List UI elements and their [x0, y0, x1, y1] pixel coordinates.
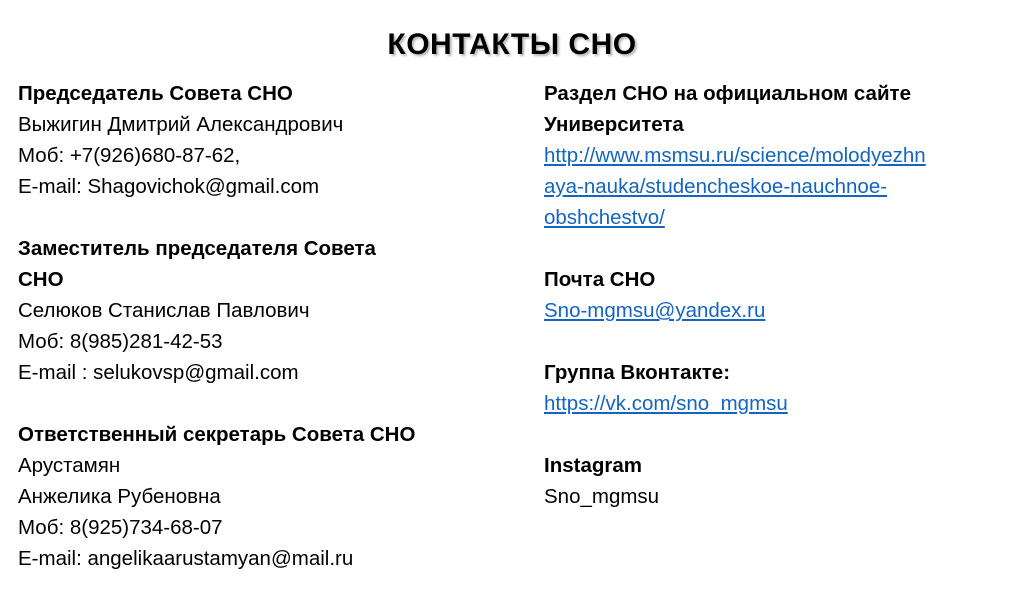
deputy-phone: Моб: 8(985)281-42-53 — [18, 330, 223, 353]
vk-heading: Группа Вконтакте: — [544, 361, 731, 384]
site-heading-line1: Раздел СНО на официальном сайте — [544, 82, 911, 105]
site-url-link-line2[interactable]: aya-nauka/studencheskoe-nauchnoe- — [544, 175, 888, 198]
deputy-name: Селюков Станислав Павлович — [18, 299, 310, 322]
deputy-role-line1: Заместитель председателя Совета — [18, 237, 376, 260]
chairman-role: Председатель Совета СНО — [18, 82, 293, 105]
site-heading-line2: Университета — [544, 113, 684, 136]
deputy-email: E-mail : selukovsp@gmail.com — [18, 361, 299, 384]
deputy-role-line2: СНО — [18, 268, 64, 291]
site-url-link-line3[interactable]: obshchestvo/ — [544, 206, 665, 229]
mail-address-link[interactable]: Sno-mgmsu@yandex.ru — [544, 299, 766, 322]
chairman-email: E-mail: Shagovichok@gmail.com — [18, 175, 320, 198]
secretary-contact — [18, 419, 488, 574]
vk-url-link[interactable]: https://vk.com/sno_mgmsu — [544, 392, 788, 415]
secretary-role: Ответственный секретарь Совета СНО — [18, 423, 416, 446]
chairman-name: Выжигин Дмитрий Александрович — [18, 113, 344, 136]
page-title: КОНТАКТЫ СНО — [387, 28, 637, 61]
mail-section — [544, 264, 1014, 326]
mail-heading: Почта СНО — [544, 268, 656, 291]
instagram-section — [544, 450, 1014, 512]
chairman-phone: Моб: +7(926)680-87-62, — [18, 144, 241, 167]
secretary-name-line1: Арустамян — [18, 454, 121, 477]
secretary-name-line2: Анжелика Рубеновна — [18, 485, 221, 508]
site-url-link-line1[interactable]: http://www.msmsu.ru/science/molodyezhn — [544, 144, 926, 167]
chairman-contact — [18, 78, 488, 202]
vk-section — [544, 357, 1014, 419]
deputy-contact — [18, 233, 488, 388]
secretary-phone: Моб: 8(925)734-68-07 — [18, 516, 223, 539]
contacts-right-column — [544, 78, 1014, 543]
contacts-left-column — [18, 78, 488, 605]
secretary-email: E-mail: angelikaarustamyan@mail.ru — [18, 547, 354, 570]
instagram-handle: Sno_mgmsu — [544, 485, 660, 508]
instagram-heading: Instagram — [544, 454, 642, 477]
site-section — [544, 78, 1014, 233]
